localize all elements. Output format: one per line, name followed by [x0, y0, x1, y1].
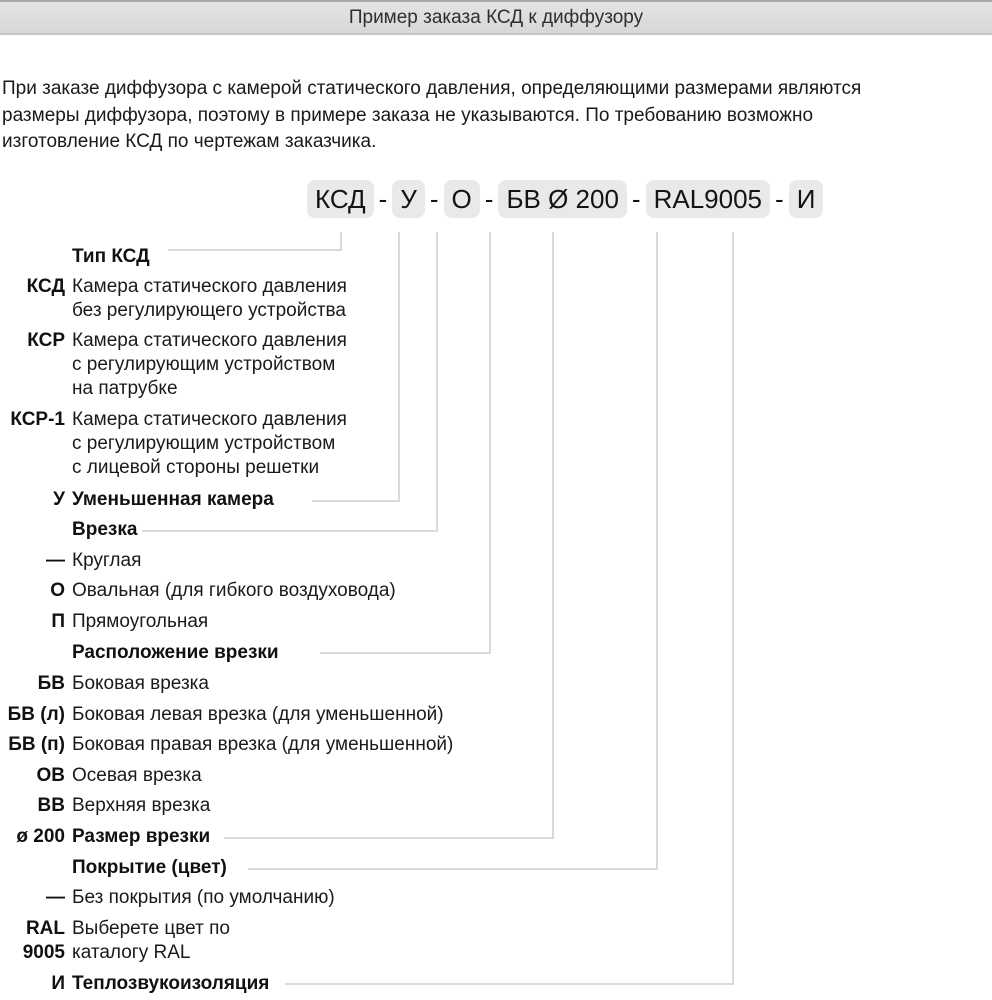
legend-text: Верхняя врезка [72, 795, 211, 816]
legend-title: Тип КСД [72, 246, 150, 267]
legend-title: Теплозвукоизоляция [72, 973, 270, 994]
legend-label: ВВ [37, 795, 65, 816]
legend-item-insulation [0, 972, 520, 996]
code-segment-type: КСД [307, 180, 374, 218]
legend-title: Размер врезки [72, 826, 211, 847]
legend-item-ral [0, 917, 520, 965]
legend-item-ksd [0, 275, 520, 323]
legend-item-ov [0, 764, 520, 788]
legend-text: Камера статического давления с регулирующим устройством на патрубке [72, 330, 347, 399]
title-bar [0, 0, 992, 35]
legend-item-nocoating [0, 886, 520, 910]
legend-label: И [51, 973, 65, 994]
code-separator: - [378, 183, 388, 214]
legend-item-reduced [0, 488, 520, 512]
code-separator: - [429, 183, 439, 214]
legend-label: У [53, 489, 65, 510]
legend-header-type [0, 245, 520, 269]
legend-title: Врезка [72, 519, 138, 540]
page-title: Пример заказа КСД к диффузору [348, 6, 644, 28]
intro-line: размеры диффузора, поэтому в примере заказа не указываются. По требованию возможно [2, 104, 814, 126]
legend-label: ø 200 [16, 826, 65, 847]
legend-header-inset [0, 518, 520, 542]
legend-label: БВ [37, 673, 65, 694]
legend-text: Без покрытия (по умолчанию) [72, 887, 335, 908]
legend-item-round [0, 549, 520, 573]
code-separator: - [775, 183, 784, 214]
legend-item-oval [0, 579, 520, 603]
legend-label: КСР-1 [10, 409, 65, 430]
legend-label: КСР [27, 330, 65, 351]
connector-v-size [552, 232, 554, 839]
legend-item-bv-p [0, 733, 520, 757]
legend-label: RAL 9005 [22, 918, 65, 963]
connector-v-insulation [732, 232, 734, 985]
legend-label: КСД [26, 276, 65, 297]
legend-label: ОВ [36, 765, 65, 786]
legend-text: Боковая правая врезка (для уменьшенной) [72, 734, 454, 755]
code-segment-inset: О [444, 180, 480, 218]
legend-header-position [0, 641, 520, 665]
legend-item-size [0, 825, 520, 849]
legend-text: Камера статического давления с регулирующим устройством с лицевой стороны решетки [72, 409, 347, 478]
code-segment-reduced: У [392, 180, 425, 218]
legend-item-ksr1 [0, 408, 520, 480]
legend-item-bv-l [0, 703, 520, 727]
legend-header-coating [0, 856, 520, 880]
legend-text: Круглая [72, 550, 142, 571]
legend-title: Расположение врезки [72, 642, 279, 663]
legend-item-rect [0, 610, 520, 634]
legend-label: — [46, 550, 65, 571]
legend-text: Камера статического давления без регулирующего устройства [72, 276, 347, 321]
legend-text: Прямоугольная [72, 611, 209, 632]
legend-title: Покрытие (цвет) [72, 857, 227, 878]
legend-label: — [46, 887, 65, 908]
legend-item-vv [0, 794, 520, 818]
legend-text: Овальная (для гибкого воздуховода) [72, 580, 396, 601]
legend-label: БВ (п) [8, 734, 65, 755]
code-segment-insulation: И [789, 180, 824, 218]
legend-item-bv [0, 672, 520, 696]
legend-text: Выберете цвет по каталогу RAL [72, 918, 230, 963]
intro-line: изготовление КСД по чертежам заказчика. [2, 131, 377, 152]
legend-text: Осевая врезка [72, 765, 202, 786]
intro-line: При заказе диффузора с камерой статического давления, определяющими размерами являются [2, 78, 862, 99]
code-segment-color: RAL9005 [646, 180, 770, 218]
connector-v-color [656, 232, 658, 870]
legend-label: П [51, 611, 65, 632]
code-separator: - [631, 183, 641, 214]
code-segment-position-size: БВ Ø 200 [498, 180, 626, 218]
code-separator: - [484, 183, 494, 214]
legend-label: БВ (л) [7, 704, 65, 725]
legend-title: Уменьшенная камера [72, 489, 274, 510]
legend-text: Боковая врезка [72, 673, 209, 694]
order-code [307, 180, 823, 218]
legend-item-ksr [0, 329, 520, 401]
intro-paragraph [2, 76, 972, 156]
legend-text: Боковая левая врезка (для уменьшенной) [72, 704, 444, 725]
legend-label: О [50, 580, 65, 601]
